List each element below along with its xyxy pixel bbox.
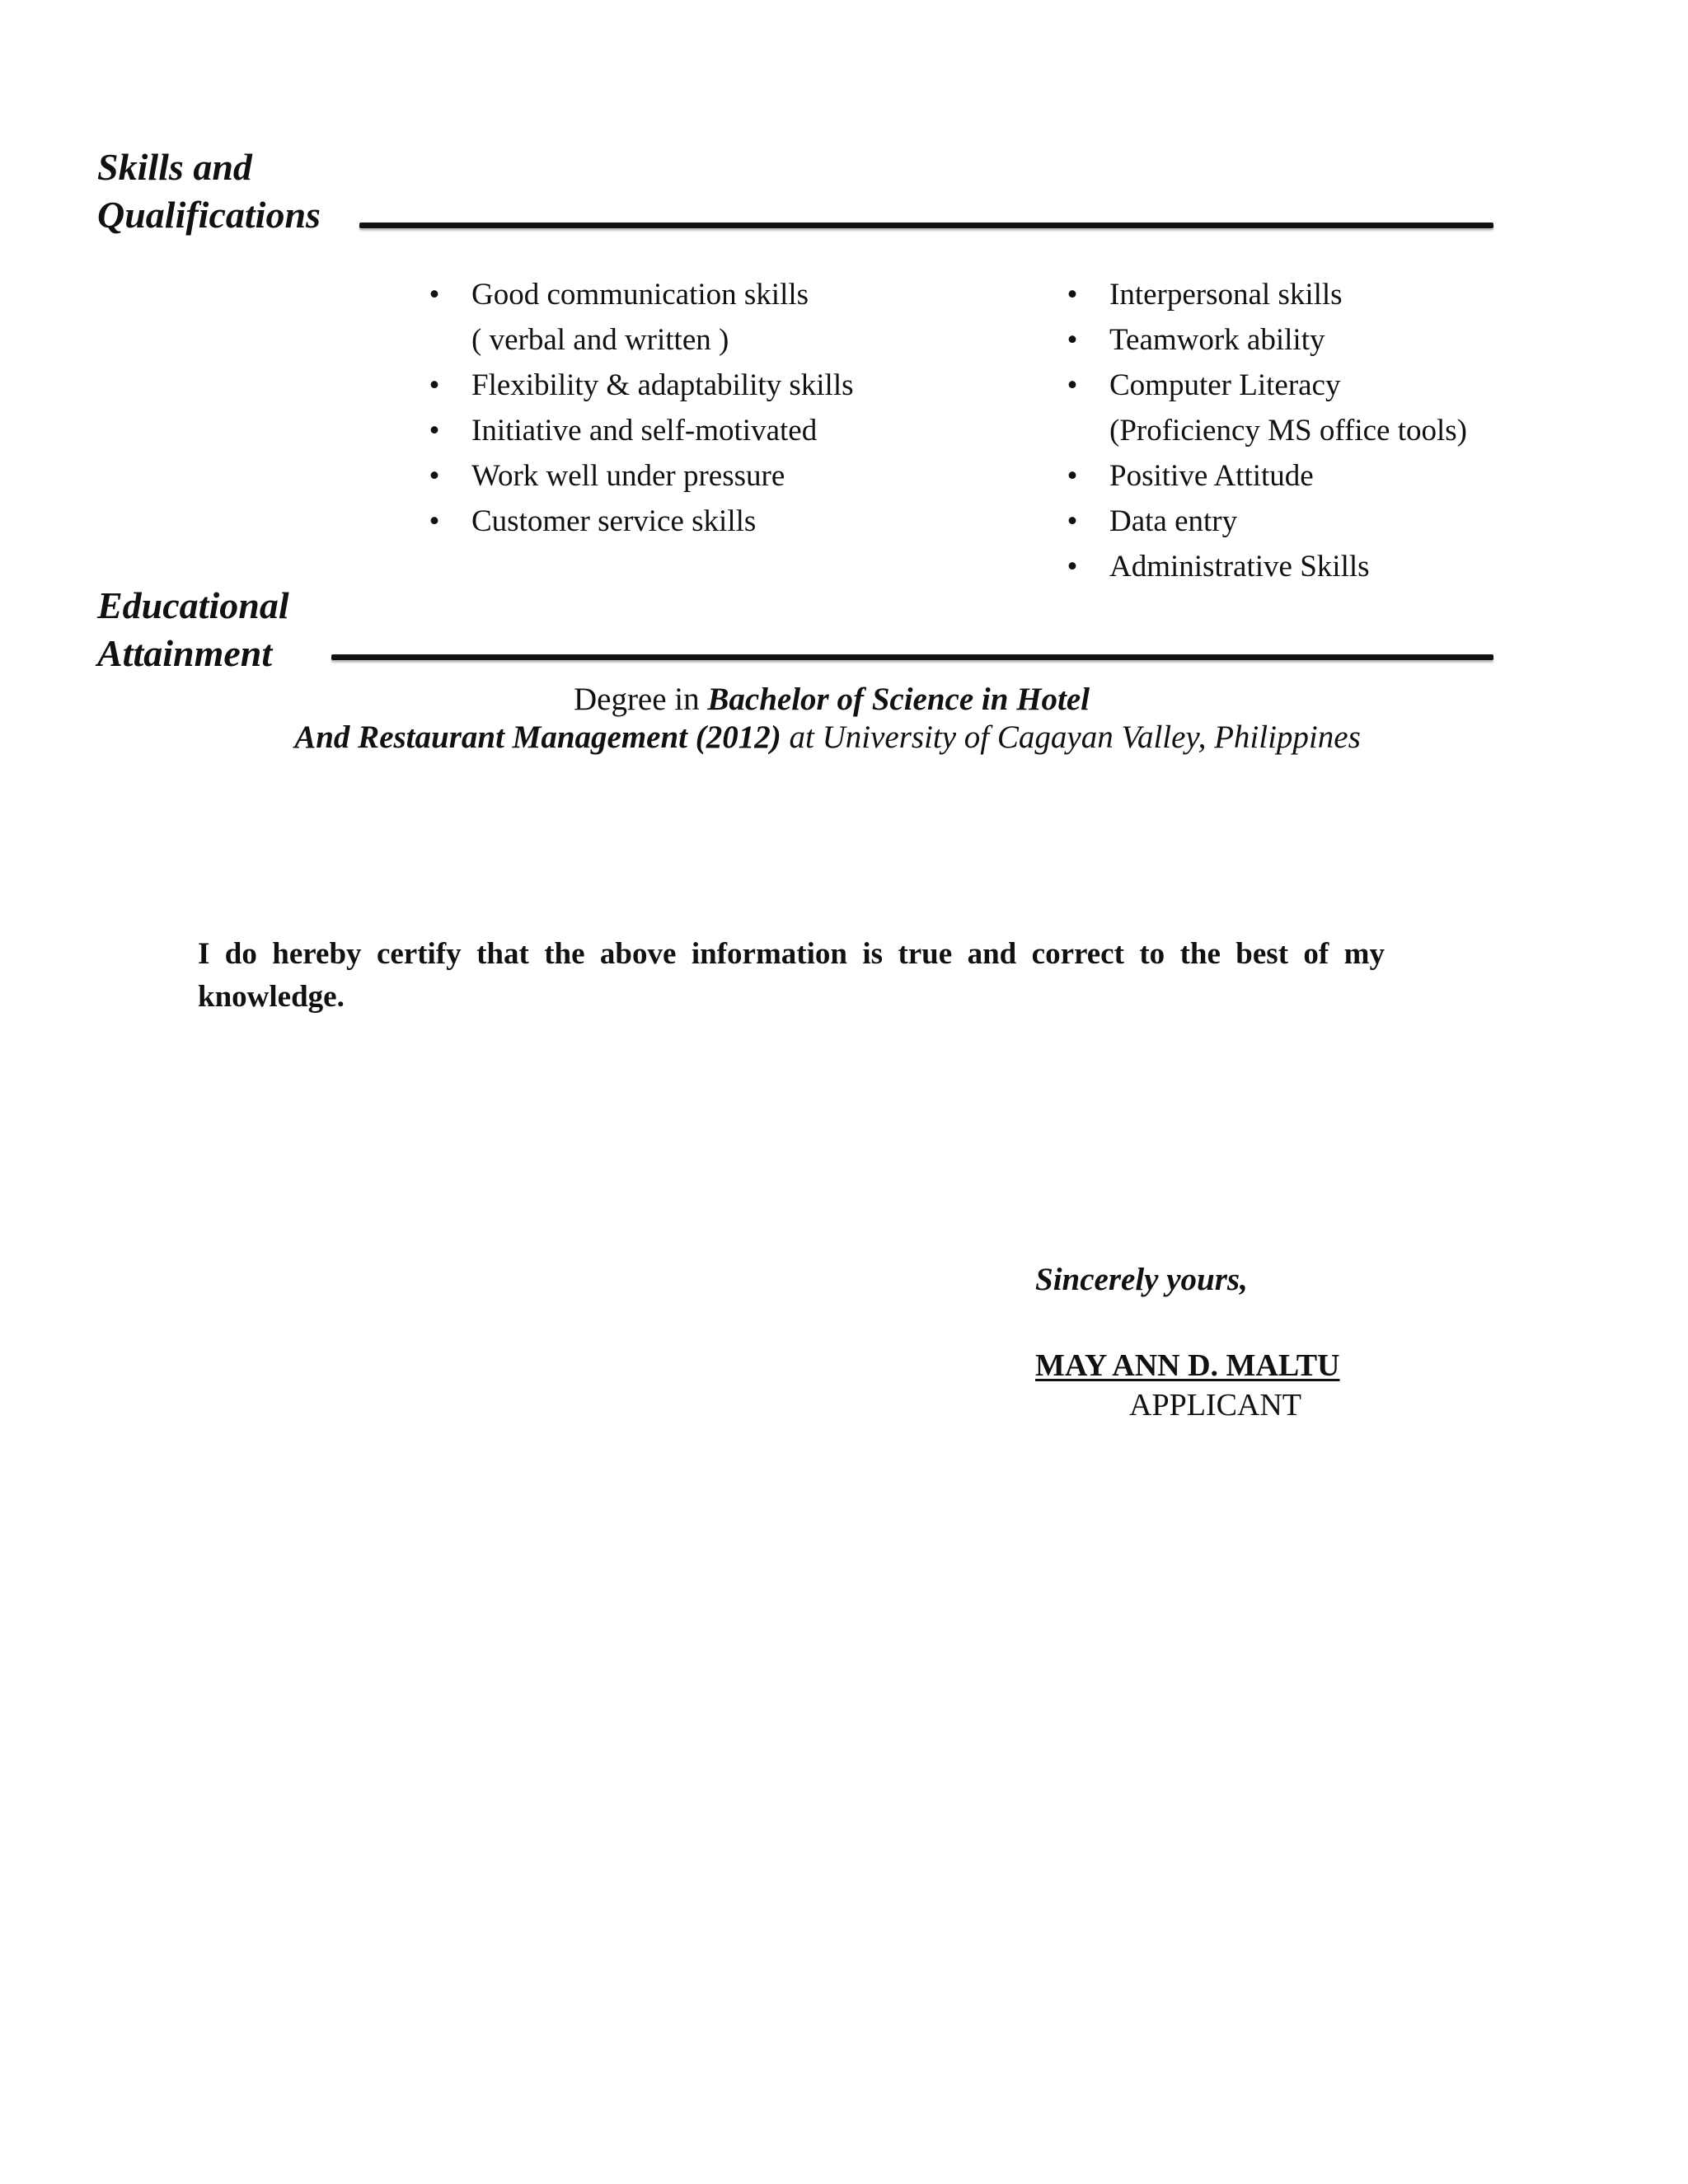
closing-salutation: Sincerely yours, [1035, 1262, 1248, 1297]
skills-list-right [1060, 272, 1467, 589]
list-item [422, 453, 854, 499]
list-item [1060, 317, 1467, 363]
institution: at University of Cagayan Valley, Philippines [781, 719, 1361, 755]
skill-label: Initiative and self-motivated [471, 414, 818, 448]
skill-label: Flexibility & adaptability skills [471, 368, 854, 402]
list-item [422, 272, 854, 363]
bullet-icon: • [1067, 459, 1078, 493]
bullet-icon: • [429, 278, 440, 312]
education-heading-line1: Educational [97, 584, 289, 626]
skills-divider [359, 223, 1493, 228]
skill-label: Computer Literacy [1109, 368, 1341, 402]
skill-label: Positive Attitude [1109, 459, 1314, 493]
bullet-icon: • [429, 368, 440, 402]
degree-prefix: Degree in [573, 682, 708, 717]
list-item [1060, 499, 1467, 544]
education-heading [97, 582, 289, 677]
list-item [1060, 363, 1467, 453]
skills-heading [97, 143, 321, 239]
degree-title-line1: Bachelor of Science in Hotel [707, 682, 1090, 717]
degree-line-2 [0, 719, 1688, 757]
applicant-name: MAY ANN D. MALTU [1035, 1348, 1340, 1383]
skills-heading-line2: Qualifications [97, 194, 321, 236]
list-item [1060, 272, 1467, 317]
skill-label: Work well under pressure [471, 459, 785, 493]
degree-title-line2: And Restaurant Management (2012) [294, 719, 781, 755]
bullet-icon: • [429, 459, 440, 493]
skill-label: Interpersonal skills [1109, 278, 1343, 312]
bullet-icon: • [1067, 278, 1078, 312]
list-item [422, 363, 854, 408]
bullet-icon: • [1067, 323, 1078, 357]
bullet-icon: • [1067, 368, 1078, 402]
list-item [422, 408, 854, 453]
education-heading-line2: Attainment [97, 632, 273, 674]
bullet-icon: • [1067, 504, 1078, 538]
bullet-icon: • [1067, 550, 1078, 583]
skill-sublabel: ( verbal and written ) [471, 323, 729, 357]
certification-statement: I do hereby certify that the above information is true and correct to the best of my knowledge. [198, 937, 1385, 1014]
skills-list-left [422, 272, 854, 544]
list-item [422, 499, 854, 544]
education-divider [331, 654, 1493, 660]
bullet-icon: • [429, 504, 440, 538]
skill-label: Good communication skills [471, 278, 809, 312]
applicant-role: APPLICANT [1129, 1388, 1302, 1422]
degree-description [0, 681, 1688, 757]
bullet-icon: • [429, 414, 440, 448]
skill-label: Data entry [1109, 504, 1238, 538]
skill-sublabel: (Proficiency MS office tools) [1109, 414, 1467, 448]
skills-heading-line1: Skills and [97, 146, 252, 188]
list-item [1060, 453, 1467, 499]
list-item [1060, 544, 1467, 589]
skill-label: Teamwork ability [1109, 323, 1325, 357]
skill-label: Administrative Skills [1109, 550, 1370, 583]
degree-line-1 [0, 681, 1688, 719]
skill-label: Customer service skills [471, 504, 757, 538]
